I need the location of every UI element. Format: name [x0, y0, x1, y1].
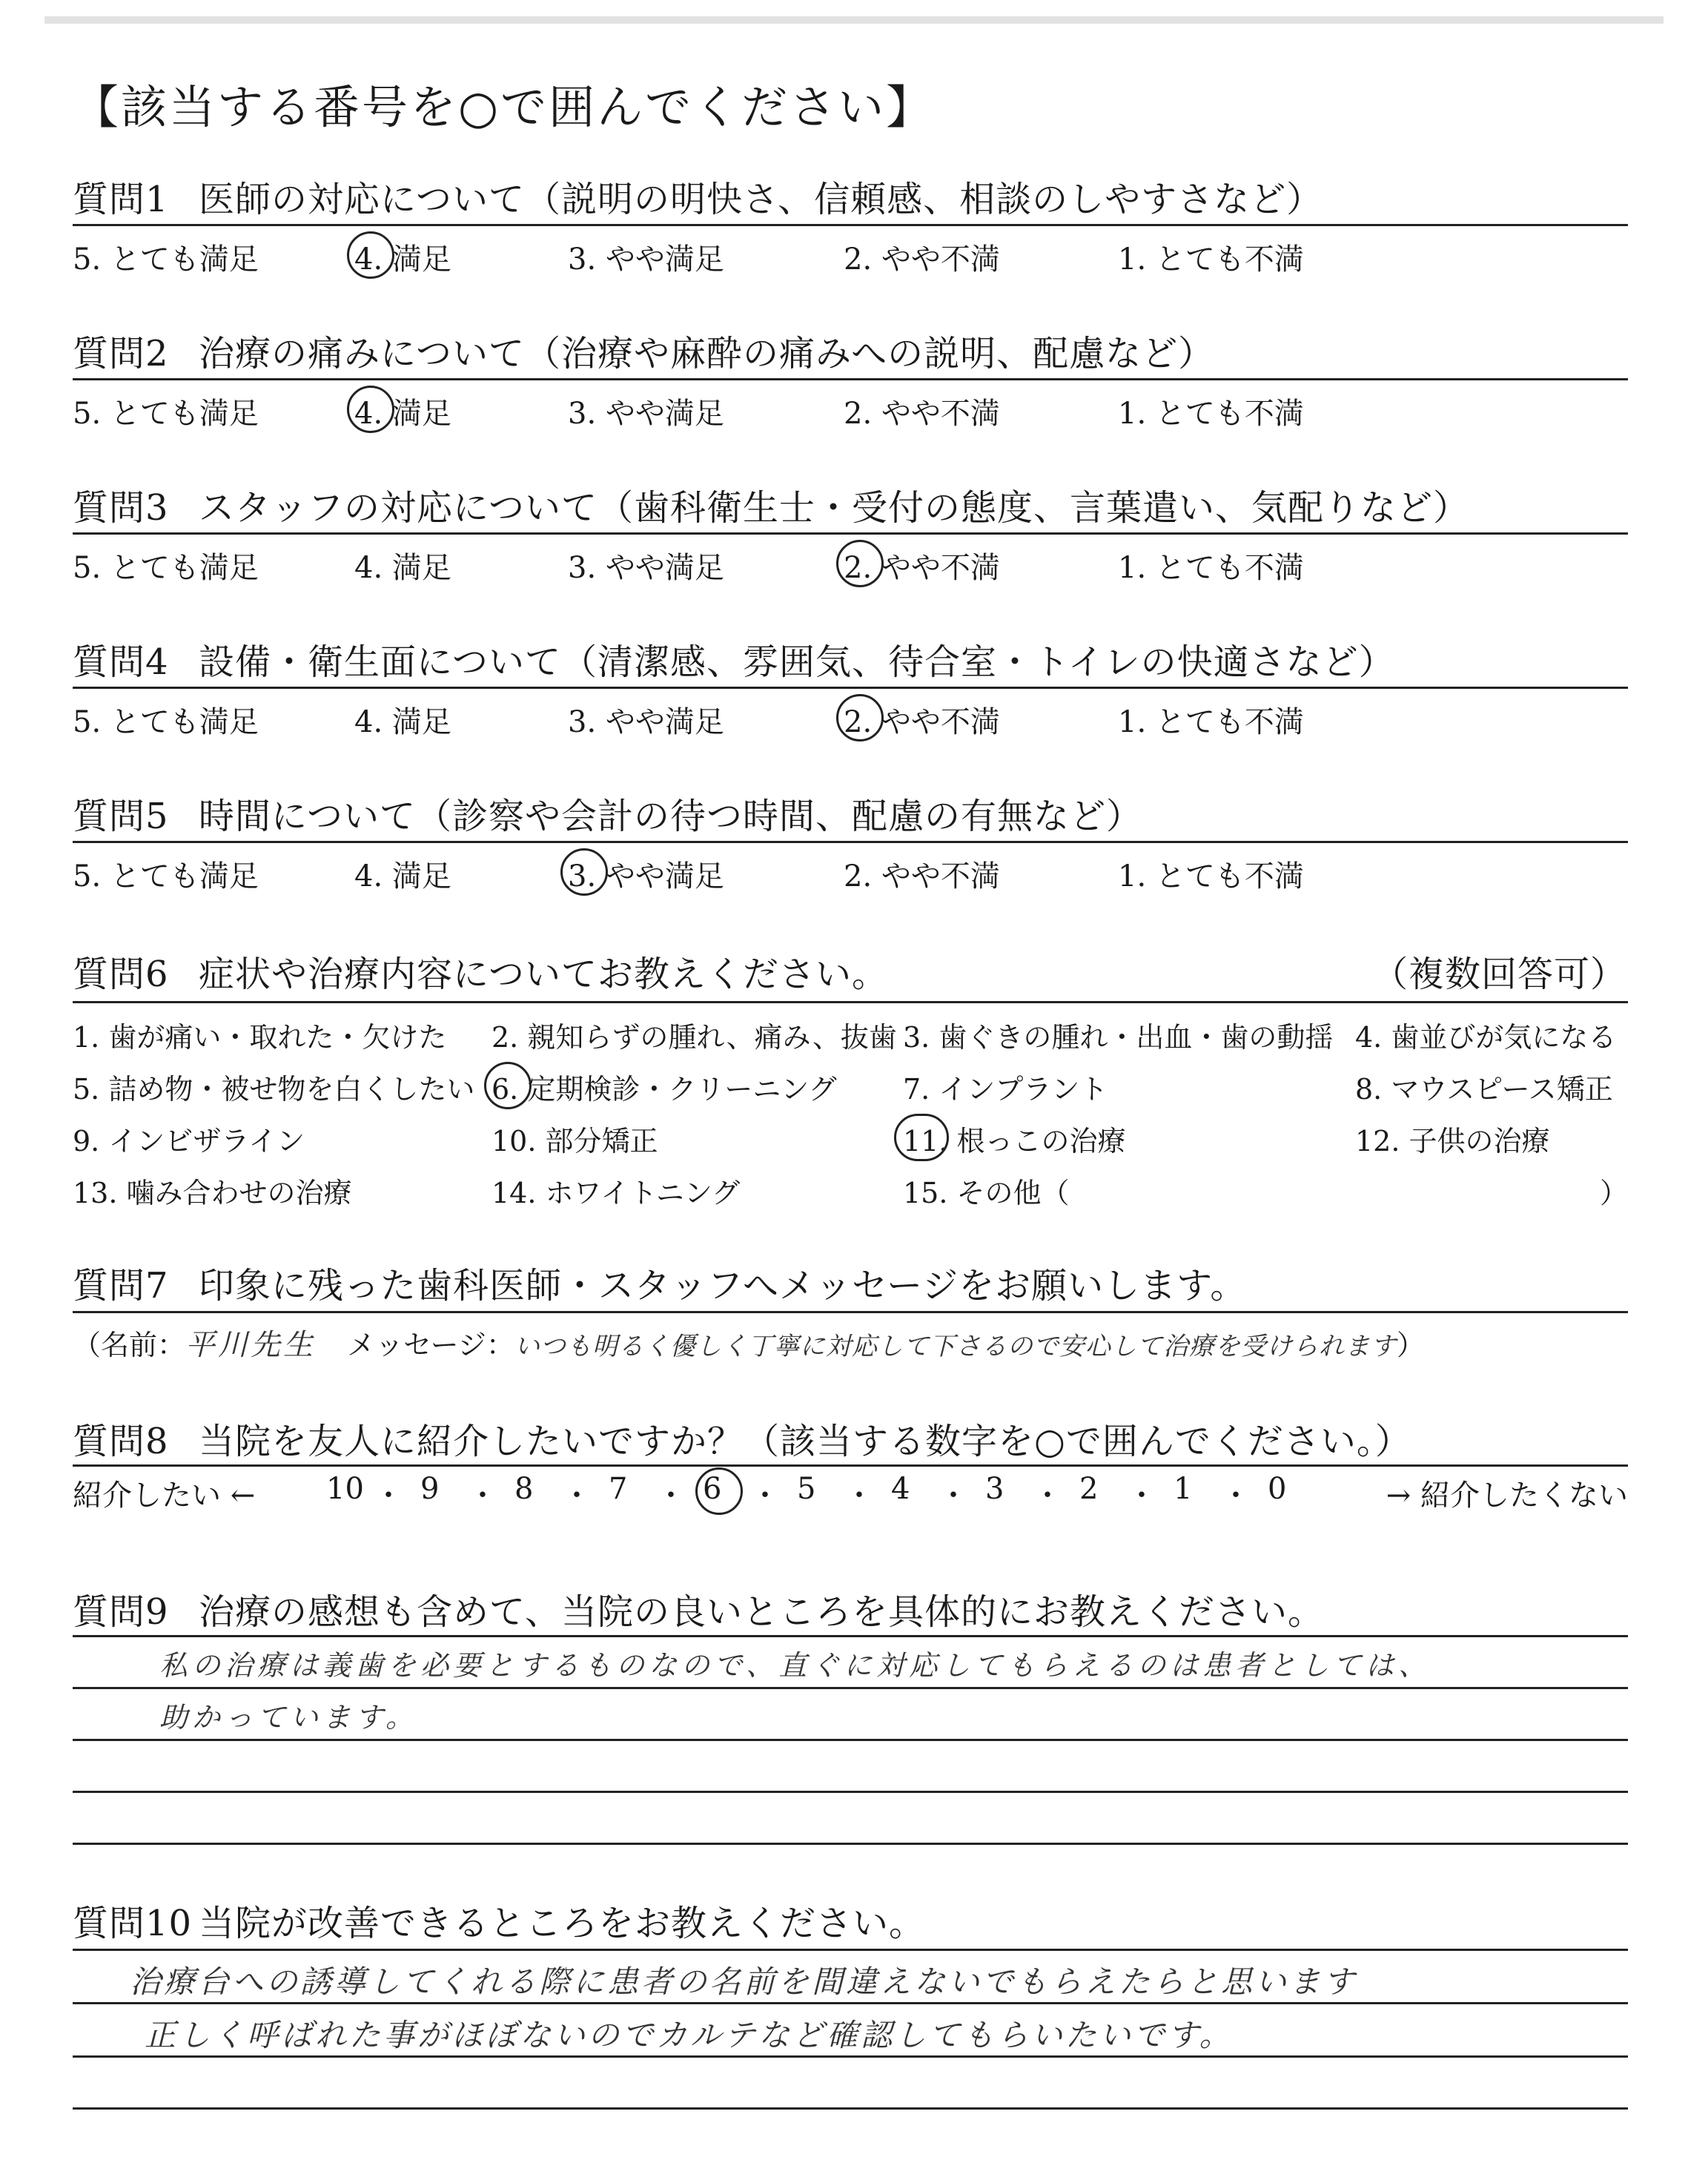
divider	[73, 687, 1628, 689]
question-9-title	[73, 1583, 1324, 1634]
symptom-option-10[interactable]: 10. 部分矯正	[491, 1125, 658, 1157]
question-number: 質問3	[73, 487, 169, 529]
divider	[73, 532, 1628, 535]
question-number: 質問8	[73, 1421, 169, 1462]
rating-option-3[interactable]: 3. やや満足	[568, 551, 724, 585]
staff-name-handwritten[interactable]: 平川先生	[185, 1328, 317, 1362]
scale-separator: ・	[1033, 1479, 1062, 1513]
question-10-title	[73, 1895, 925, 1946]
multiple-answers-note: （複数回答可）	[1371, 954, 1626, 995]
question-number: 質問4	[73, 641, 169, 683]
writing-line	[73, 2107, 1628, 2110]
rating-option-1[interactable]: 1. とても不満	[1118, 859, 1304, 894]
scale-value-3[interactable]: 3	[985, 1472, 1004, 1506]
scale-separator: ・	[1221, 1479, 1251, 1513]
symptom-option-11[interactable]: 11. 根っこの治療	[903, 1118, 1126, 1159]
divider	[73, 1311, 1628, 1313]
question-1-title	[73, 171, 1323, 222]
rating-option-4-selected[interactable]: 4. 満足	[354, 236, 451, 278]
question-3-title	[73, 479, 1469, 530]
question-text: スタッフの対応について（歯科衛生士・受付の態度、言葉遣い、気配りなど）	[199, 487, 1470, 529]
rating-option-4[interactable]: 4. 満足	[354, 551, 451, 585]
rating-option-2-selected[interactable]: 2. やや不満	[844, 698, 1000, 741]
rating-option-2-selected[interactable]: 2. やや不満	[844, 544, 1000, 587]
rating-option-2[interactable]: 2. やや不満	[844, 242, 1000, 277]
rating-options	[73, 853, 1628, 894]
scale-separator: ・	[374, 1479, 403, 1513]
question-6-title	[73, 945, 888, 997]
scale-value-8[interactable]: 8	[514, 1472, 534, 1506]
scale-separator: ・	[468, 1479, 497, 1513]
rating-option-1[interactable]: 1. とても不満	[1118, 397, 1304, 431]
symptom-option-8[interactable]: 8. マウスピース矯正	[1355, 1073, 1613, 1106]
name-label: （名前：	[73, 1329, 186, 1361]
top-edge	[44, 16, 1664, 24]
question-text: 当院が改善できるところをお教えください。	[199, 1903, 926, 1944]
question-text: 症状や治療内容についてお教えください。	[199, 954, 889, 995]
rating-option-3[interactable]: 3. やや満足	[568, 397, 724, 431]
symptom-option-4[interactable]: 4. 歯並びが気になる	[1355, 1021, 1617, 1054]
scale-value-2[interactable]: 2	[1079, 1472, 1099, 1506]
rating-option-5[interactable]: 5. とても満足	[73, 705, 259, 739]
rating-option-5[interactable]: 5. とても満足	[73, 551, 259, 585]
symptom-option-3[interactable]: 3. 歯ぐきの腫れ・出血・歯の動揺	[903, 1021, 1334, 1054]
page-title: 【該当する番号を○で囲んでください】	[73, 80, 935, 134]
rating-option-2[interactable]: 2. やや不満	[844, 859, 1000, 894]
rating-options	[73, 390, 1628, 432]
rating-option-5[interactable]: 5. とても満足	[73, 859, 259, 894]
question-7-title	[73, 1257, 1246, 1308]
writing-line	[73, 1739, 1628, 1741]
question-number: 質問10	[73, 1903, 193, 1944]
question-4-title	[73, 633, 1395, 684]
scale-separator: ・	[750, 1479, 780, 1513]
writing-line	[73, 1949, 1628, 1951]
writing-line	[73, 2002, 1628, 2004]
scale-value-10[interactable]: 10	[326, 1472, 364, 1506]
rating-option-1[interactable]: 1. とても不満	[1118, 551, 1304, 585]
symptom-option-14[interactable]: 14. ホワイトニング	[491, 1177, 741, 1209]
writing-line	[73, 2055, 1628, 2058]
writing-line	[73, 1635, 1628, 1637]
q10-answer-line-1[interactable]: 治療台への誘導してくれる際に患者の名前を間違えないでもらえたらと思います	[130, 1964, 1358, 2000]
q9-answer-line-2[interactable]: 助かっています。	[159, 1701, 418, 1734]
symptom-option-7[interactable]: 7. インプラント	[903, 1073, 1108, 1106]
divider	[73, 1001, 1628, 1003]
scale-separator: ・	[844, 1479, 874, 1513]
rating-option-5[interactable]: 5. とても満足	[73, 397, 259, 431]
question-number: 質問7	[73, 1265, 169, 1307]
scale-value-7[interactable]: 7	[609, 1472, 628, 1506]
question-text: 治療の痛みについて（治療や麻酔の痛みへの説明、配慮など）	[199, 333, 1215, 374]
scale-value-0[interactable]: 0	[1268, 1472, 1287, 1506]
other-close-paren: ）	[1599, 1177, 1628, 1209]
rating-options	[73, 698, 1628, 740]
rating-option-3-selected[interactable]: 3. やや満足	[568, 853, 724, 895]
message-line	[73, 1321, 1425, 1364]
message-label: メッセージ：	[347, 1329, 514, 1361]
scale-value-1[interactable]: 1	[1174, 1472, 1193, 1506]
writing-line	[73, 1687, 1628, 1689]
message-handwritten[interactable]: いつも明るく優しく丁寧に対応して下さるので安心して治療を受けられます	[514, 1332, 1397, 1361]
question-number: 質問6	[73, 954, 169, 995]
question-number: 質問9	[73, 1591, 169, 1633]
symptom-option-6[interactable]: 6. 定期検診・クリーニング	[491, 1066, 837, 1107]
symptom-options	[73, 1014, 1628, 1237]
divider	[73, 378, 1628, 380]
symptom-option-12[interactable]: 12. 子供の治療	[1355, 1125, 1550, 1157]
question-number: 質問2	[73, 333, 169, 374]
q9-answer-line-1[interactable]: 私の治療は義歯を必要とするものなので、直ぐに対応してもらえるのは患者としては、	[159, 1649, 1431, 1682]
rating-option-5[interactable]: 5. とても満足	[73, 242, 259, 277]
symptom-option-1[interactable]: 1. 歯が痛い・取れた・欠けた	[73, 1021, 447, 1054]
rating-option-1[interactable]: 1. とても不満	[1118, 242, 1304, 277]
symptom-option-15[interactable]: 15. その他（	[903, 1177, 1070, 1209]
scale-value-9[interactable]: 9	[420, 1472, 440, 1506]
writing-line	[73, 1791, 1628, 1793]
rating-option-4[interactable]: 4. 満足	[354, 705, 451, 739]
question-8-title	[73, 1413, 1411, 1464]
divider	[73, 841, 1628, 843]
question-text: 医師の対応について（説明の明快さ、信頼感、相談のしやすさなど）	[199, 179, 1323, 220]
scale-separator: ・	[656, 1479, 686, 1513]
rating-option-3[interactable]: 3. やや満足	[568, 705, 724, 739]
rating-option-3[interactable]: 3. やや満足	[568, 242, 724, 277]
question-text: 当院を友人に紹介したいですか？（該当する数字を○で囲んでください。）	[199, 1421, 1411, 1462]
symptom-option-5[interactable]: 5. 詰め物・被せ物を白くしたい	[73, 1073, 475, 1106]
divider	[73, 1464, 1628, 1467]
writing-line	[73, 1843, 1628, 1845]
question-5-title	[73, 787, 1142, 839]
scale-separator: ・	[1127, 1479, 1156, 1513]
rating-option-2[interactable]: 2. やや不満	[844, 397, 1000, 431]
message-close-paren: ）	[1396, 1329, 1425, 1361]
rating-option-4-selected[interactable]: 4. 満足	[354, 390, 451, 432]
question-text: 設備・衛生面について（清潔感、雰囲気、待合室・トイレの快適さなど）	[199, 641, 1395, 683]
scale-value-6-selected[interactable]: 6	[703, 1472, 722, 1506]
scale-value-4[interactable]: 4	[891, 1472, 910, 1506]
question-2-title	[73, 325, 1214, 376]
question-text: 治療の感想も含めて、当院の良いところを具体的にお教えください。	[199, 1591, 1325, 1633]
question-number: 質問1	[73, 179, 169, 220]
scale-value-5[interactable]: 5	[797, 1472, 816, 1506]
symptom-option-2[interactable]: 2. 親知らずの腫れ、痛み、抜歯	[491, 1021, 897, 1054]
rating-option-1[interactable]: 1. とても不満	[1118, 705, 1304, 739]
scale-separator: ・	[939, 1479, 968, 1513]
scale-left-label: 紹介したい ←	[73, 1479, 256, 1513]
rating-options	[73, 544, 1628, 586]
question-number: 質問5	[73, 796, 169, 837]
scale-right-label: → 紹介したくない	[1386, 1479, 1628, 1513]
symptom-option-13[interactable]: 13. 噛み合わせの治療	[73, 1177, 352, 1209]
rating-options	[73, 236, 1628, 277]
q10-answer-line-2[interactable]: 正しく呼ばれた事がほぼないのでカルテなど確認してもらいたいです。	[145, 2017, 1234, 2053]
scale-separator: ・	[562, 1479, 592, 1513]
divider	[73, 224, 1628, 226]
question-text: 印象に残った歯科医師・スタッフへメッセージをお願いします。	[199, 1265, 1247, 1307]
symptom-option-9[interactable]: 9. インビザライン	[73, 1125, 305, 1157]
recommend-scale	[73, 1472, 1628, 1516]
question-text: 時間について（診察や会計の待つ時間、配慮の有無など）	[199, 796, 1143, 837]
rating-option-4[interactable]: 4. 満足	[354, 859, 451, 894]
